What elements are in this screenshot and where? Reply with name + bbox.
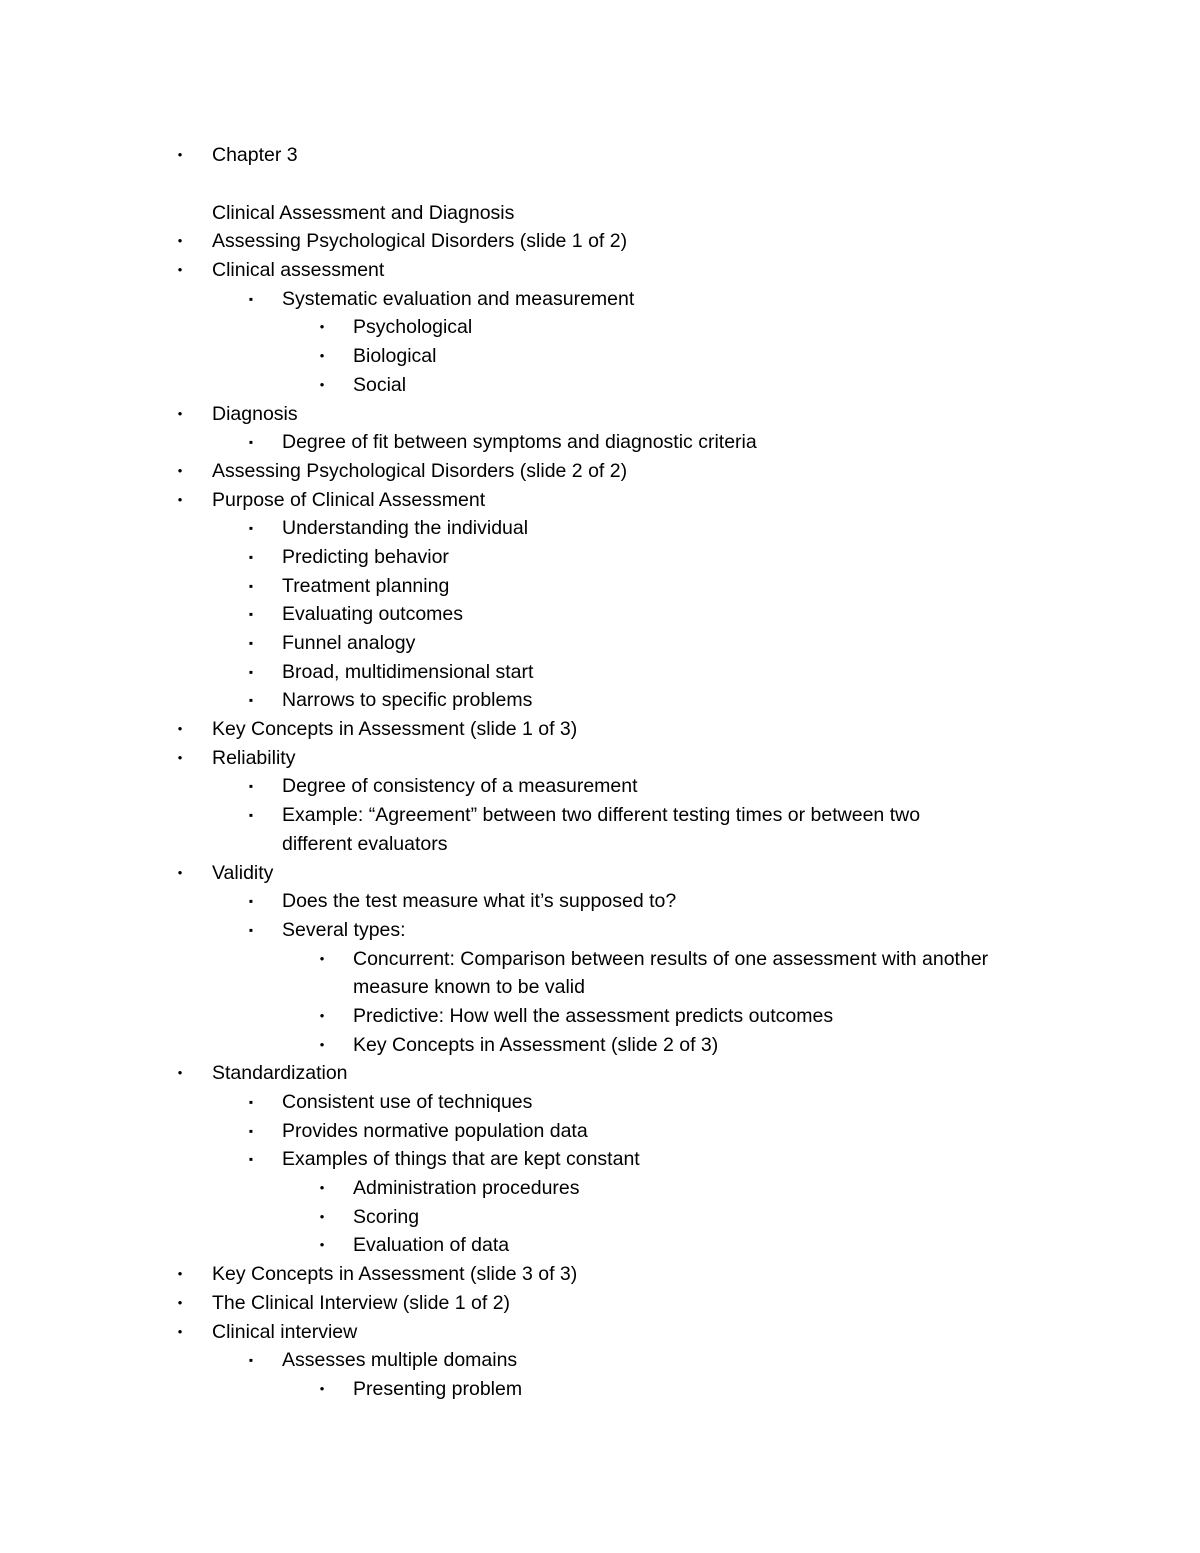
outline-item-text: Clinical assessment	[212, 259, 385, 282]
outline-item-text: Clinical interview	[212, 1320, 358, 1343]
round-bullet-icon: •	[319, 950, 325, 966]
outline-item-level-1	[0, 457, 1200, 486]
outline-item-level-1	[0, 744, 1200, 773]
outline-item-level-2	[0, 600, 1200, 629]
outline-item-text: Validity	[212, 861, 274, 884]
square-bullet-icon: ▪	[248, 607, 254, 622]
blank-line	[0, 170, 1200, 199]
outline-item-text: Does the test measure what it’s supposed to?	[282, 890, 677, 913]
square-bullet-icon: ▪	[248, 922, 254, 937]
outline-item-text: different evaluators	[282, 832, 448, 855]
outline-item-level-1	[0, 256, 1200, 285]
outline-item-level-1	[0, 1059, 1200, 1088]
document-page	[0, 141, 1200, 1404]
outline-item-text: Assessing Psychological Disorders (slide 2 of 2)	[212, 459, 628, 482]
square-bullet-icon: ▪	[248, 549, 254, 564]
square-bullet-icon: ▪	[248, 578, 254, 593]
outline-item-text: Key Concepts in Assessment (slide 3 of 3)	[212, 1263, 578, 1286]
round-bullet-icon: •	[319, 1380, 325, 1396]
outline-item-level-1	[0, 199, 1200, 228]
round-bullet-icon: •	[177, 1065, 183, 1081]
outline-item-level-2	[0, 1117, 1200, 1146]
outline-item-text: Consistent use of techniques	[282, 1091, 533, 1113]
outline-item-text: Evaluating outcomes	[282, 603, 464, 626]
outline-item-text: Psychological	[353, 316, 473, 339]
square-bullet-icon: ▪	[248, 1152, 254, 1167]
outline-item-text: Assessing Psychological Disorders (slide 1 of 2)	[212, 230, 628, 253]
outline-item-text: Evaluation of data	[353, 1234, 510, 1257]
outline-item-level-1	[0, 486, 1200, 515]
outline-item-level-3	[0, 1031, 1200, 1060]
outline-item-level-2	[0, 629, 1200, 658]
outline-item-level-2	[0, 1088, 1200, 1117]
outline-item-text: Standardization	[212, 1062, 348, 1085]
round-bullet-icon: •	[177, 491, 183, 507]
square-bullet-icon: ▪	[248, 779, 254, 794]
round-bullet-icon: •	[319, 1036, 325, 1052]
square-bullet-icon: ▪	[248, 291, 254, 306]
outline-item-level-2	[0, 543, 1200, 572]
outline-item-level-3	[0, 342, 1200, 371]
outline-item-level-2	[0, 801, 1200, 830]
outline-item-text: Example: “Agreement” between two different testing times or between two	[282, 804, 921, 827]
square-bullet-icon: ▪	[248, 521, 254, 536]
outline-item-text: Examples of things that are kept constant	[282, 1148, 640, 1171]
outline-item-text: Narrows to specific problems	[282, 689, 533, 712]
outline-item-text: Funnel analogy	[282, 632, 416, 654]
outline-item-text: Administration procedures	[353, 1177, 580, 1200]
outline-item-level-1	[0, 1260, 1200, 1289]
outline-item-level-3	[0, 1174, 1200, 1203]
outline-item-level-2	[0, 285, 1200, 314]
outline-item-level-2	[0, 887, 1200, 916]
square-bullet-icon: ▪	[248, 435, 254, 450]
outline-item-level-2	[0, 514, 1200, 543]
outline-item-level-2	[0, 658, 1200, 687]
square-bullet-icon: ▪	[248, 808, 254, 823]
round-bullet-icon: •	[177, 262, 183, 278]
outline-item-level-3	[0, 313, 1200, 342]
outline-item-level-2	[0, 916, 1200, 945]
outline-item-level-2	[0, 1346, 1200, 1375]
outline-item-text: Chapter 3	[212, 144, 298, 166]
square-bullet-icon: ▪	[248, 1353, 254, 1368]
outline-item-text: Broad, multidimensional start	[282, 660, 534, 683]
outline-item-text: Scoring	[353, 1205, 420, 1228]
outline-item-text: Degree of fit between symptoms and diagnostic criteria	[282, 431, 757, 454]
outline-item-text: Systematic evaluation and measurement	[282, 287, 635, 310]
outline-item-text: Degree of consistency of a measurement	[282, 775, 638, 798]
outline-item-level-2	[0, 1145, 1200, 1174]
round-bullet-icon: •	[319, 1208, 325, 1224]
round-bullet-icon: •	[319, 348, 325, 364]
outline-item-text: Assesses multiple domains	[282, 1349, 518, 1372]
outline-item-text: Predictive: How well the assessment predicts outcomes	[353, 1004, 834, 1027]
outline-item-level-1	[0, 400, 1200, 429]
outline-item-text: Reliability	[212, 746, 296, 769]
outline-item-level-2	[0, 686, 1200, 715]
round-bullet-icon: •	[319, 319, 325, 335]
outline-item-level-3	[0, 1231, 1200, 1260]
outline-item-text: Key Concepts in Assessment (slide 1 of 3)	[212, 718, 578, 741]
outline-item-level-1	[0, 141, 1200, 170]
outline-item-text: Concurrent: Comparison between results of one assessment with another	[353, 947, 989, 970]
outline-item-level-1	[0, 227, 1200, 256]
outline-item-text: Purpose of Clinical Assessment	[212, 488, 486, 511]
outline-item-text: Several types:	[282, 918, 406, 941]
outline-item-text: measure known to be valid	[353, 976, 585, 999]
outline-item-level-2	[0, 830, 1200, 859]
outline-item-level-3	[0, 973, 1200, 1002]
square-bullet-icon: ▪	[248, 894, 254, 909]
round-bullet-icon: •	[319, 1007, 325, 1023]
outline-item-level-1	[0, 715, 1200, 744]
round-bullet-icon: •	[319, 1237, 325, 1253]
square-bullet-icon: ▪	[248, 1095, 254, 1109]
outline-item-text: Understanding the individual	[282, 517, 529, 540]
square-bullet-icon: ▪	[248, 636, 254, 650]
outline-item-level-1	[0, 1318, 1200, 1347]
round-bullet-icon: •	[319, 1180, 325, 1196]
outline-item-text: Provides normative population data	[282, 1119, 588, 1142]
outline-item-text: Treatment planning	[282, 574, 450, 597]
outline-item-level-3	[0, 371, 1200, 400]
outline-item-text: The Clinical Interview (slide 1 of 2)	[212, 1291, 511, 1314]
outline-item-level-2	[0, 572, 1200, 601]
square-bullet-icon: ▪	[248, 664, 254, 679]
outline-item-level-2	[0, 428, 1200, 457]
round-bullet-icon: •	[177, 864, 183, 880]
outline-item-text: Key Concepts in Assessment (slide 2 of 3)	[353, 1033, 719, 1056]
round-bullet-icon: •	[177, 749, 183, 765]
outline-item-text: Biological	[353, 345, 437, 368]
round-bullet-icon: •	[177, 405, 183, 421]
outline-item-level-1	[0, 1289, 1200, 1318]
outline-item-text: Predicting behavior	[282, 545, 449, 568]
round-bullet-icon: •	[177, 721, 183, 737]
round-bullet-icon: •	[177, 1294, 183, 1310]
round-bullet-icon: •	[319, 376, 325, 392]
square-bullet-icon: ▪	[248, 693, 254, 708]
outline-item-level-1	[0, 859, 1200, 888]
outline-item-level-3	[0, 1002, 1200, 1031]
round-bullet-icon: •	[177, 1266, 183, 1282]
round-bullet-icon: •	[177, 233, 183, 249]
round-bullet-icon: •	[177, 147, 183, 162]
round-bullet-icon: •	[177, 462, 183, 478]
outline-item-level-2	[0, 772, 1200, 801]
outline-item-text: Social	[353, 373, 407, 396]
outline-item-level-3	[0, 945, 1200, 974]
outline-item-level-3	[0, 1375, 1200, 1404]
outline-item-text: Presenting problem	[353, 1377, 523, 1400]
outline-item-level-3	[0, 1203, 1200, 1232]
square-bullet-icon: ▪	[248, 1123, 254, 1138]
outline-item-text: Diagnosis	[212, 402, 298, 425]
round-bullet-icon: •	[177, 1323, 183, 1339]
outline-item-text: Clinical Assessment and Diagnosis	[212, 201, 515, 224]
